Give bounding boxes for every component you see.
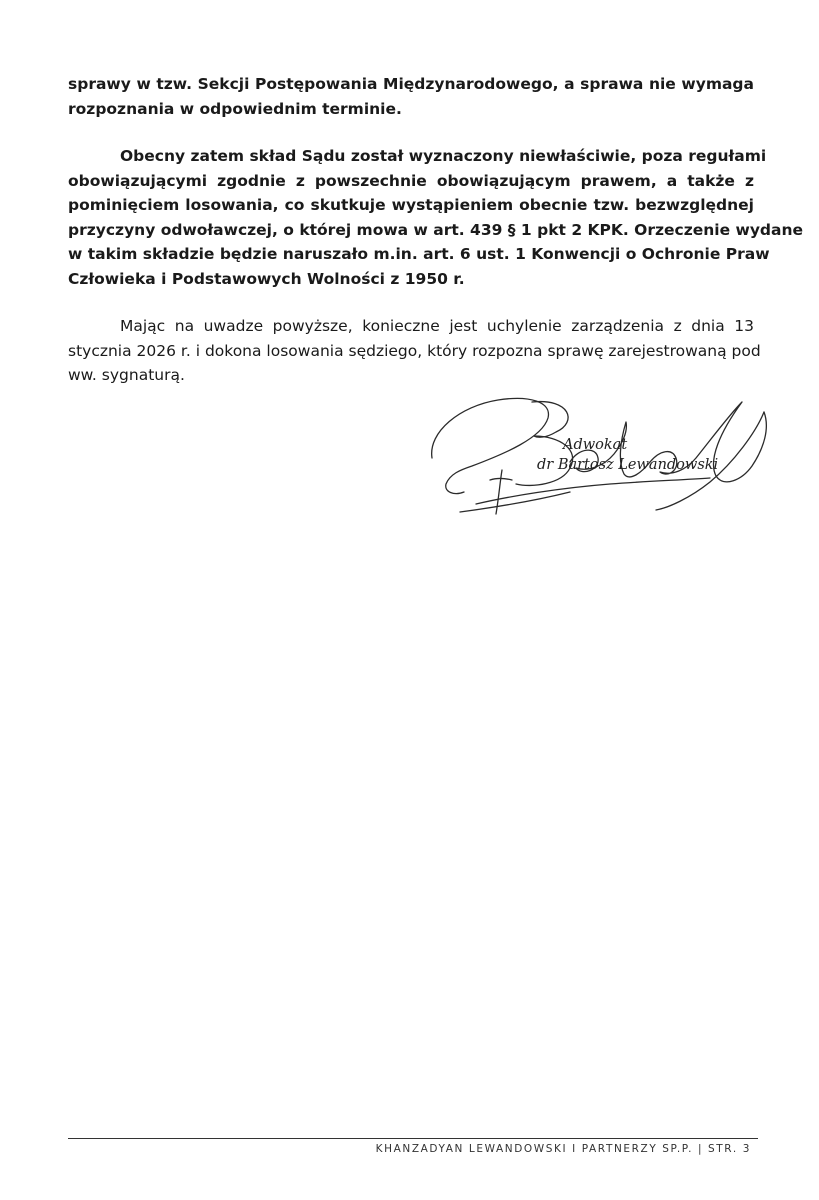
paragraph-line: stycznia 2026 r. i dokona losowania sędziego, który rozpozna sprawę zarejestrowaną pod [68, 341, 761, 360]
paragraph-line: Obecny zatem skład Sądu został wyznaczony niewłaściwie, poza regułami [120, 147, 767, 165]
paragraph-line: przyczyny odwoławczej, o której mowa w art. 439 § 1 pkt 2 KPK. Orzeczenie wydane [68, 220, 804, 239]
signature-block [420, 392, 780, 532]
signature-name: dr Bartosz Lewandowski [537, 457, 719, 473]
paragraph-conclusion [68, 314, 761, 388]
paragraph-court-composition [68, 144, 804, 291]
footer-firm-page: KHANZADYAN LEWANDOWSKI I PARTNERZY SP.P. | STR. 3 [375, 1143, 751, 1155]
paragraph-line: ww. sygnaturą. [68, 366, 185, 384]
paragraph-line: pominięciem losowania, co skutkuje wystąpieniem obecnie tzw. bezwzględnej [68, 196, 754, 214]
signature-title: Adwokat [563, 437, 628, 453]
paragraph-continuation [68, 72, 754, 121]
paragraph-line: sprawy w tzw. Sekcji Postępowania Międzynarodowego, a sprawa nie wymaga [68, 75, 754, 93]
paragraph-line: Mając na uwadze powyższe, konieczne jest uchylenie zarządzenia z dnia 13 [120, 317, 754, 335]
footer-divider [68, 1138, 758, 1139]
paragraph-line: w takim składzie będzie naruszało m.in. art. 6 ust. 1 Konwencji o Ochronie Praw [68, 245, 770, 263]
paragraph-line: Człowieka i Podstawowych Wolności z 1950 r. [68, 269, 465, 288]
paragraph-line: rozpoznania w odpowiednim terminie. [68, 99, 402, 118]
paragraph-line: obowiązującymi zgodnie z powszechnie obowiązującym prawem, a także z [68, 171, 754, 190]
